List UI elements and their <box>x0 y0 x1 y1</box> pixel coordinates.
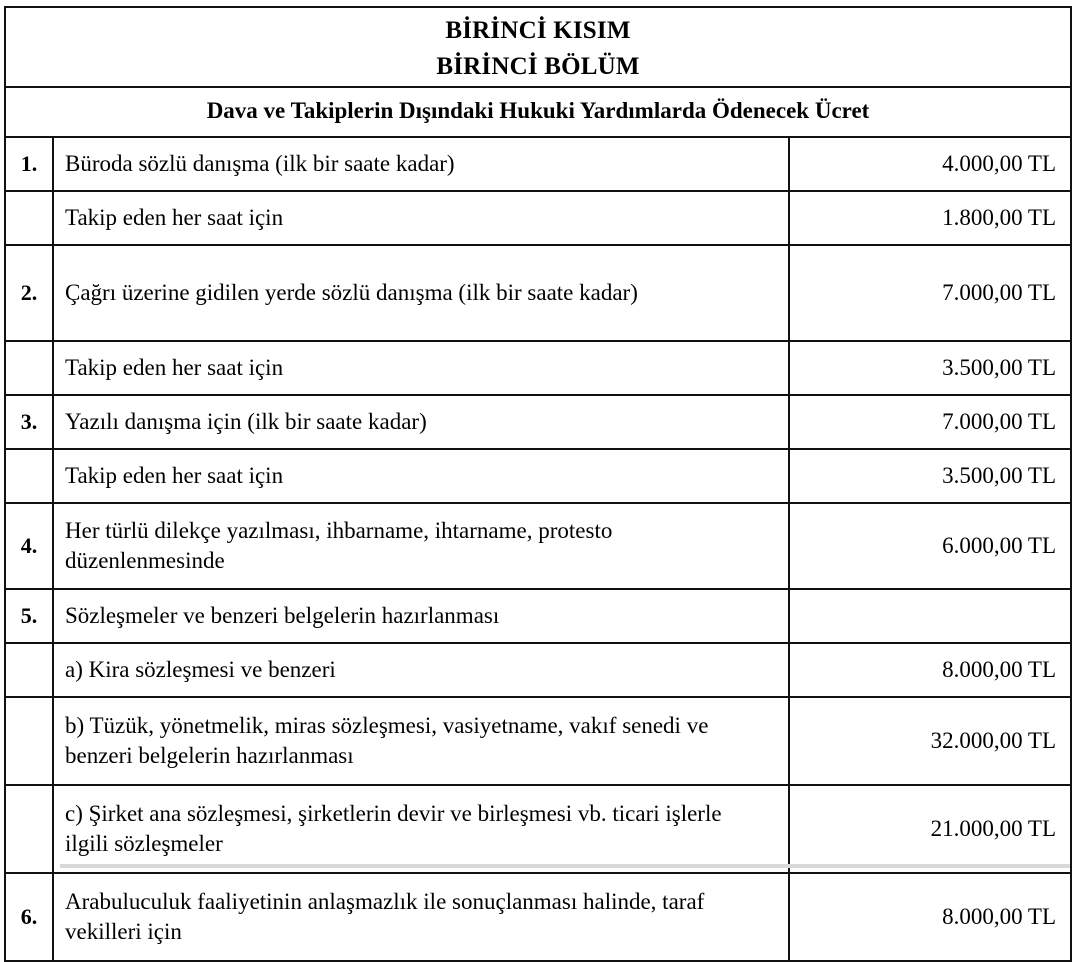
row-description-line-1: Arabuluculuk faaliyetinin anlaşmazlık ile sonuçlanması halinde, taraf <box>65 889 705 914</box>
row-description-line-2: düzenlenmesinde <box>65 548 225 573</box>
row-description-line-1: Yazılı danışma için (ilk bir saate kadar) <box>65 409 427 434</box>
row-price: 3.500,00 TL <box>789 449 1071 503</box>
row-number: 5. <box>5 589 53 643</box>
table-row <box>5 137 1071 191</box>
row-price: 6.000,00 TL <box>789 503 1071 589</box>
row-description-line-2: ilgili sözleşmeler <box>65 831 223 856</box>
table-row <box>5 245 1071 341</box>
row-description-line-1: Sözleşmeler ve benzeri belgelerin hazırlanması <box>65 603 500 628</box>
row-description <box>53 873 789 961</box>
row-description-line-1: a) Kira sözleşmesi ve benzeri <box>65 657 336 682</box>
row-description-line-1: Çağrı üzerine gidilen yerde sözlü danışma (ilk bir saate kadar) <box>65 280 638 305</box>
row-description <box>53 137 789 191</box>
row-description <box>53 245 789 341</box>
row-number <box>5 341 53 395</box>
table-row <box>5 449 1071 503</box>
row-description-line-1: Takip eden her saat için <box>65 355 284 380</box>
table-header-row-gray <box>5 7 1071 87</box>
row-price: 7.000,00 TL <box>789 395 1071 449</box>
row-description <box>53 191 789 245</box>
row-description-line-1: c) Şirket ana sözleşmesi, şirketlerin devir ve birleşmesi vb. ticari işlerle <box>65 801 722 826</box>
section-heading-cell <box>5 7 1071 87</box>
table-row <box>5 503 1071 589</box>
row-price <box>789 589 1071 643</box>
row-price: 7.000,00 TL <box>789 245 1071 341</box>
row-number <box>5 643 53 697</box>
table-row <box>5 341 1071 395</box>
table-body <box>5 7 1071 961</box>
row-price: 3.500,00 TL <box>789 341 1071 395</box>
row-number: 1. <box>5 137 53 191</box>
row-price: 21.000,00 TL <box>789 785 1071 873</box>
table-row <box>5 191 1071 245</box>
row-price: 8.000,00 TL <box>789 873 1071 961</box>
row-price: 4.000,00 TL <box>789 137 1071 191</box>
table-row <box>5 589 1071 643</box>
table-row <box>5 873 1071 961</box>
row-number: 4. <box>5 503 53 589</box>
row-price: 8.000,00 TL <box>789 643 1071 697</box>
table-header-row-title <box>5 87 1071 137</box>
section-heading-line-1: BİRİNCİ KISIM <box>445 17 631 44</box>
table-row <box>5 697 1071 785</box>
row-description-line-2: vekilleri için <box>65 919 182 944</box>
fee-schedule-table <box>4 6 1072 962</box>
row-number <box>5 785 53 873</box>
row-description-line-1: Büroda sözlü danışma (ilk bir saate kadar) <box>65 151 455 176</box>
section-heading-line-2: BİRİNCİ BÖLÜM <box>436 53 640 80</box>
row-description <box>53 785 789 873</box>
table-row <box>5 395 1071 449</box>
row-description <box>53 643 789 697</box>
section-title-cell: Dava ve Takiplerin Dışındaki Hukuki Yardımlarda Ödenecek Ücret <box>5 87 1071 137</box>
table-row <box>5 785 1071 873</box>
row-description <box>53 697 789 785</box>
row-number <box>5 697 53 785</box>
row-description-line-1: Her türlü dilekçe yazılması, ihbarname, ihtarname, protesto <box>65 518 613 543</box>
row-description-line-1: Takip eden her saat için <box>65 463 284 488</box>
row-price: 1.800,00 TL <box>789 191 1071 245</box>
row-number: 3. <box>5 395 53 449</box>
row-description <box>53 341 789 395</box>
row-description-line-2: benzeri belgelerin hazırlanması <box>65 743 354 768</box>
scan-artifact-strip <box>60 864 1070 868</box>
row-description <box>53 449 789 503</box>
row-number <box>5 191 53 245</box>
row-number <box>5 449 53 503</box>
row-number: 2. <box>5 245 53 341</box>
row-price: 32.000,00 TL <box>789 697 1071 785</box>
row-description <box>53 395 789 449</box>
row-number: 6. <box>5 873 53 961</box>
row-description <box>53 503 789 589</box>
table-row <box>5 643 1071 697</box>
row-description <box>53 589 789 643</box>
row-description-line-1: b) Tüzük, yönetmelik, miras sözleşmesi, vasiyetname, vakıf senedi ve <box>65 713 709 738</box>
row-description-line-1: Takip eden her saat için <box>65 205 284 230</box>
